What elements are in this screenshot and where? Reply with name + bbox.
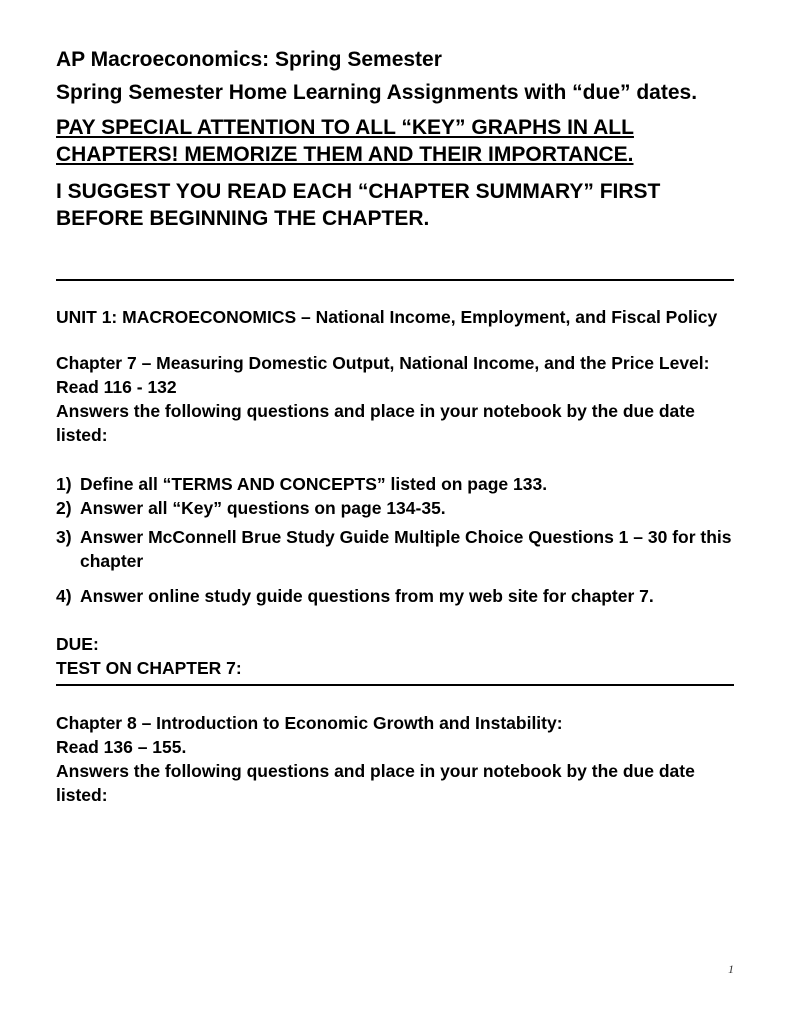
assignment-text: Answer all “Key” questions on page 134-35. — [80, 498, 446, 518]
page-number: 1 — [728, 962, 734, 976]
assignment-number: 4) — [56, 586, 72, 606]
assignment-item — [56, 525, 736, 573]
divider-rule — [56, 684, 734, 686]
assignment-item — [56, 472, 736, 496]
document-title: AP Macroeconomics: Spring Semester — [56, 48, 442, 71]
due-label: DUE: — [56, 634, 99, 654]
assignment-number: 2) — [56, 498, 72, 518]
chapter-8-reading: Read 136 – 155. — [56, 737, 187, 757]
chapter-7-heading: Chapter 7 – Measuring Domestic Output, National Income, and the Price Level: Read 116 - 132 — [56, 353, 710, 397]
assignment-text: Answer online study guide questions from my web site for chapter 7. — [80, 586, 654, 606]
chapter-7-instructions: Answers the following questions and place in your notebook by the due date listed: — [56, 401, 695, 445]
assignment-number: 3) — [56, 527, 72, 547]
attention-notice: PAY SPECIAL ATTENTION TO ALL “KEY” GRAPHS IN ALL CHAPTERS! MEMORIZE THEM AND THEIR IMPORTANCE. — [56, 116, 634, 166]
assignment-item — [56, 496, 736, 520]
assignment-number: 1) — [56, 474, 72, 494]
assignment-item — [56, 584, 736, 608]
chapter-8-heading: Chapter 8 – Introduction to Economic Growth and Instability: — [56, 713, 563, 733]
document-page — [56, 40, 736, 807]
assignment-text: Answer McConnell Brue Study Guide Multiple Choice Questions 1 – 30 for this chapter — [80, 527, 732, 571]
assignment-text: Define all “TERMS AND CONCEPTS” listed on page 133. — [80, 474, 548, 494]
document-subtitle: Spring Semester Home Learning Assignments with “due” dates. — [56, 81, 698, 104]
chapter-8-instructions: Answers the following questions and place in your notebook by the due date listed: — [56, 761, 695, 805]
chapter-7-assignment-list — [56, 472, 736, 608]
unit-title: UNIT 1: MACROECONOMICS – National Income, Employment, and Fiscal Policy — [56, 307, 718, 327]
reading-suggestion: I SUGGEST YOU READ EACH “CHAPTER SUMMARY” FIRST BEFORE BEGINNING THE CHAPTER. — [56, 180, 661, 230]
test-label: TEST ON CHAPTER 7: — [56, 658, 242, 678]
divider-rule — [56, 279, 734, 281]
